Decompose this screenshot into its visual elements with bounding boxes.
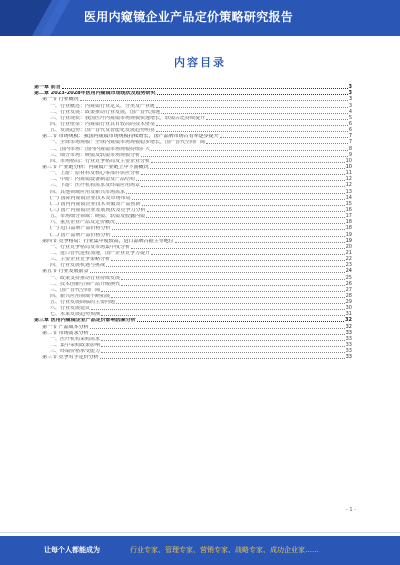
- toc-entry-page: 18: [345, 219, 352, 226]
- toc-entry-title: 七、未来发展趋势预测: [50, 312, 101, 318]
- toc-entry-title: 一、行业竞争格局及市场集中度分析: [50, 244, 131, 250]
- toc-entry-title: 第一节 行业概况: [42, 97, 79, 103]
- toc-leader-dots: [137, 321, 344, 322]
- toc-leader-dots: [151, 162, 345, 163]
- toc-entry-page: 33: [345, 354, 352, 361]
- toc-leader-dots: [126, 193, 345, 194]
- toc-leader-dots: [157, 94, 348, 95]
- toc-entry-title: (二) 国内内窥镜企业技术突破及产品创新: [50, 201, 141, 207]
- toc-entry-title: 五、发展趋势：国产替代及智能化发展趋势明显: [50, 128, 156, 134]
- toc-heading: 内容目录: [174, 56, 226, 69]
- toc-leader-dots: [156, 125, 348, 126]
- toc-entry-title: 三、细分市场：硬镜及软镜市场规模分析: [50, 152, 141, 158]
- toc-leader-dots: [147, 211, 345, 212]
- toc-entry-page: 33: [345, 335, 352, 342]
- toc-leader-dots: [101, 352, 345, 353]
- toc-entry-page: 16: [345, 206, 352, 213]
- toc-leader-dots: [90, 334, 345, 335]
- toc-entry-title: 一、行业概述：内窥镜行业定义、分类及产业链: [50, 103, 156, 109]
- toc-entry-page: 33: [345, 348, 352, 355]
- toc-entry[interactable]: [34, 354, 352, 360]
- toc-entry-page: 32: [345, 317, 352, 324]
- toc-entry-page: 12: [345, 176, 352, 183]
- toc-entry-title: 一、政策支持推动行业持续发展: [50, 275, 121, 281]
- toc-entry-title: 二、集中采购政策影响: [50, 343, 101, 349]
- toc-entry-page: 20: [345, 243, 352, 250]
- toc-entry-page: 19: [345, 237, 352, 244]
- toc-entry-title: 二、进口替代进程加速，国产企业竞争力提升: [50, 250, 151, 256]
- page-footer: [0, 536, 400, 565]
- toc-leader-dots: [80, 100, 348, 101]
- toc-entry-title: 第二节 市场需求分析: [42, 330, 89, 336]
- toc-entry-page: 21: [345, 249, 352, 256]
- toc-entry-title: 四、行业发展机遇与挑战: [50, 263, 106, 269]
- toc-entry-title: 第三章 医用内窥镜企业产品定价影响因素分析: [34, 318, 136, 324]
- toc-entry-title: 一、医疗机构采购需求: [50, 336, 101, 342]
- toc-leader-dots: [101, 340, 345, 341]
- toc-entry-page: 30: [345, 305, 352, 312]
- toc-entry-page: 3: [348, 90, 352, 97]
- toc-entry-page: 6: [348, 120, 352, 127]
- toc-leader-dots: [206, 119, 348, 120]
- toc-leader-dots: [151, 254, 345, 255]
- toc-entry-title: (一) 进口品牌产品价格分析: [50, 226, 111, 232]
- toc-entry-title: (三) 国产内窥镜企业发展现状及竞争力分析: [50, 207, 146, 213]
- toc-leader-dots: [116, 223, 345, 224]
- toc-entry-page: 28: [345, 292, 352, 299]
- toc-leader-dots: [62, 88, 348, 89]
- toc-leader-dots: [91, 309, 345, 310]
- toc-entry-page: 10: [345, 157, 352, 164]
- toc-entry-page: 12: [345, 182, 352, 189]
- toc-entry-title: 第二节 市场规模：我国内窥镜市场规模持续增长，国产品牌市场占有率逐步提升: [42, 134, 219, 140]
- toc-leader-dots: [141, 156, 348, 157]
- toc-entry-title: 三、下游：医疗机构需求及终端应用场景: [50, 183, 141, 189]
- toc-entry-title: 五、市场细分领域：硬镜、软镜及胶囊内镜: [50, 214, 146, 220]
- toc-entry-title: 六、行业发展建议: [50, 306, 91, 312]
- toc-leader-dots: [121, 279, 345, 280]
- toc-leader-dots: [146, 217, 345, 218]
- toc-entry-page: 5: [348, 114, 352, 121]
- toc-entry-title: 第一章 前言: [34, 85, 61, 91]
- toc-entry-title: (二) 国产品牌产品价格分析: [50, 232, 111, 238]
- page-header: [0, 0, 400, 36]
- toc-entry-page: 23: [345, 262, 352, 269]
- toc-entry-page: 31: [345, 311, 352, 318]
- toc-entry-title: 第一节 产品成本分析: [42, 324, 89, 330]
- toc-entry-title: 一、全球市场规模：全球内窥镜市场规模稳步增长，国产替代空间广阔: [50, 140, 206, 146]
- toc-entry-title: 三、终端价格承受能力: [50, 349, 101, 355]
- toc-entry-title: 一、上游：原材料及核心零部件供应分析: [50, 171, 141, 177]
- toc-leader-dots: [141, 186, 345, 187]
- toc-entry-page: 10: [345, 163, 352, 170]
- toc-leader-dots: [101, 346, 345, 347]
- toc-entry-page: 19: [345, 231, 352, 238]
- toc-entry-page: 9: [348, 151, 352, 158]
- toc-entry-page: 33: [345, 329, 352, 336]
- toc-entry-page: 3: [348, 84, 352, 91]
- toc-entry-page: 4: [348, 108, 352, 115]
- toc-entry-page: 3: [348, 96, 352, 103]
- toc-entry-title: 二、行业发展：政策推动行业发展，国产替代加速: [50, 109, 161, 115]
- toc-entry-page: 7: [348, 139, 352, 146]
- toc-entry-page: 7: [348, 133, 352, 140]
- toc-entry-title: 第三节 产业链分析：内窥镜产业链上中下游概况: [42, 164, 149, 170]
- header-decoration-icon: [0, 0, 80, 36]
- toc-entry-page: 24: [345, 268, 352, 275]
- toc-entry-title: 二、技术创新引领产品升级换代: [50, 281, 121, 287]
- toc-leader-dots: [132, 199, 345, 200]
- toc-entry-title: (一) 国际内窥镜企业技术及市场布局: [50, 195, 131, 201]
- toc-entry-title: 三、行业现状：我国医疗内窥镜市场规模快速增长，软镜占比持续提升: [50, 115, 206, 121]
- toc-leader-dots: [101, 315, 345, 316]
- toc-entry-title: 二、中游：内窥镜设备制造及产品结构: [50, 177, 136, 183]
- toc-leader-dots: [100, 358, 345, 359]
- toc-leader-dots: [136, 180, 345, 181]
- toc-entry-page: 33: [345, 342, 352, 349]
- toc-entry-page: 13: [345, 188, 352, 195]
- toc-entry-title: 六、重点企业产品及定价概况: [50, 220, 116, 226]
- toc-entry-title: 四、市场格局：行业竞争格局及主要企业分析: [50, 158, 151, 164]
- toc-entry-page: 6: [348, 127, 352, 134]
- toc-entry-page: 15: [345, 200, 352, 207]
- toc-leader-dots: [111, 297, 345, 298]
- toc-leader-dots: [121, 285, 345, 286]
- toc-leader-dots: [112, 229, 345, 230]
- toc-leader-dots: [156, 107, 348, 108]
- toc-leader-dots: [90, 272, 345, 273]
- toc-entry-title: 四、新兴应用领域不断拓展: [50, 293, 111, 299]
- toc-entry-page: 26: [345, 280, 352, 287]
- page-number: - 1 -: [346, 507, 356, 513]
- toc-entry-title: 五、行业发展面临的主要问题: [50, 300, 116, 306]
- toc-leader-dots: [141, 174, 345, 175]
- toc-entry-title: 第二章 2023-2028年医用内窥镜市场现状及趋势研究: [34, 91, 156, 97]
- footer-tagline: 行业专家、管理专家、营销专家、战略专家、成功企业家……: [130, 546, 319, 554]
- toc-leader-dots: [116, 303, 345, 304]
- toc-entry-page: 17: [345, 213, 352, 220]
- toc-entry-title: 第四节 竞争格局：行业集中度较高，进口品牌占据主导地位: [42, 238, 174, 244]
- toc-leader-dots: [106, 266, 345, 267]
- toc-leader-dots: [175, 242, 345, 243]
- toc-entry-title: 三、国产替代空间广阔: [50, 287, 101, 293]
- toc-entry-page: 27: [345, 286, 352, 293]
- toc-leader-dots: [131, 248, 345, 249]
- toc-entry-page: 8: [348, 145, 352, 152]
- toc-leader-dots: [101, 291, 345, 292]
- toc-entry-title: 第五节 行业发展前景: [42, 269, 89, 275]
- toc-leader-dots: [206, 143, 348, 144]
- toc-leader-dots: [156, 131, 348, 132]
- toc-leader-dots: [151, 150, 348, 151]
- toc-leader-dots: [90, 328, 345, 329]
- toc-leader-dots: [142, 205, 345, 206]
- report-title: 医用内窥镜企业产品定价策略研究报告: [84, 10, 294, 24]
- toc-entry-page: 22: [345, 256, 352, 263]
- toc-leader-dots: [112, 236, 345, 237]
- footer-divider: [0, 532, 400, 533]
- toc-entry-page: 3: [348, 102, 352, 109]
- toc-entry-title: 四、行业壁垒：内窥镜行业具有较高的技术壁垒: [50, 121, 156, 127]
- toc-entry-title: 二、国内市场：国内内窥镜市场规模持续扩大: [50, 146, 151, 152]
- toc-leader-dots: [220, 137, 348, 138]
- toc-entry-page: 25: [345, 274, 352, 281]
- toc-leader-dots: [150, 168, 345, 169]
- toc-entry-page: 29: [345, 299, 352, 306]
- toc-leader-dots: [161, 113, 348, 114]
- toc-entry-page: 11: [345, 170, 352, 177]
- footer-slogan: 让每个人都能成为: [44, 546, 100, 554]
- toc-entry-title: 四、其他领域应用及新兴市场需求: [50, 189, 126, 195]
- toc-entry-page: 32: [345, 323, 352, 330]
- toc-entry-page: 14: [345, 194, 352, 201]
- toc-leader-dots: [111, 260, 345, 261]
- toc-entry-page: 18: [345, 225, 352, 232]
- table-of-contents: [34, 84, 352, 360]
- toc-entry-title: 第三节 竞争对手定价分析: [42, 355, 99, 361]
- toc-entry-title: 三、主要企业竞争策略分析: [50, 257, 111, 263]
